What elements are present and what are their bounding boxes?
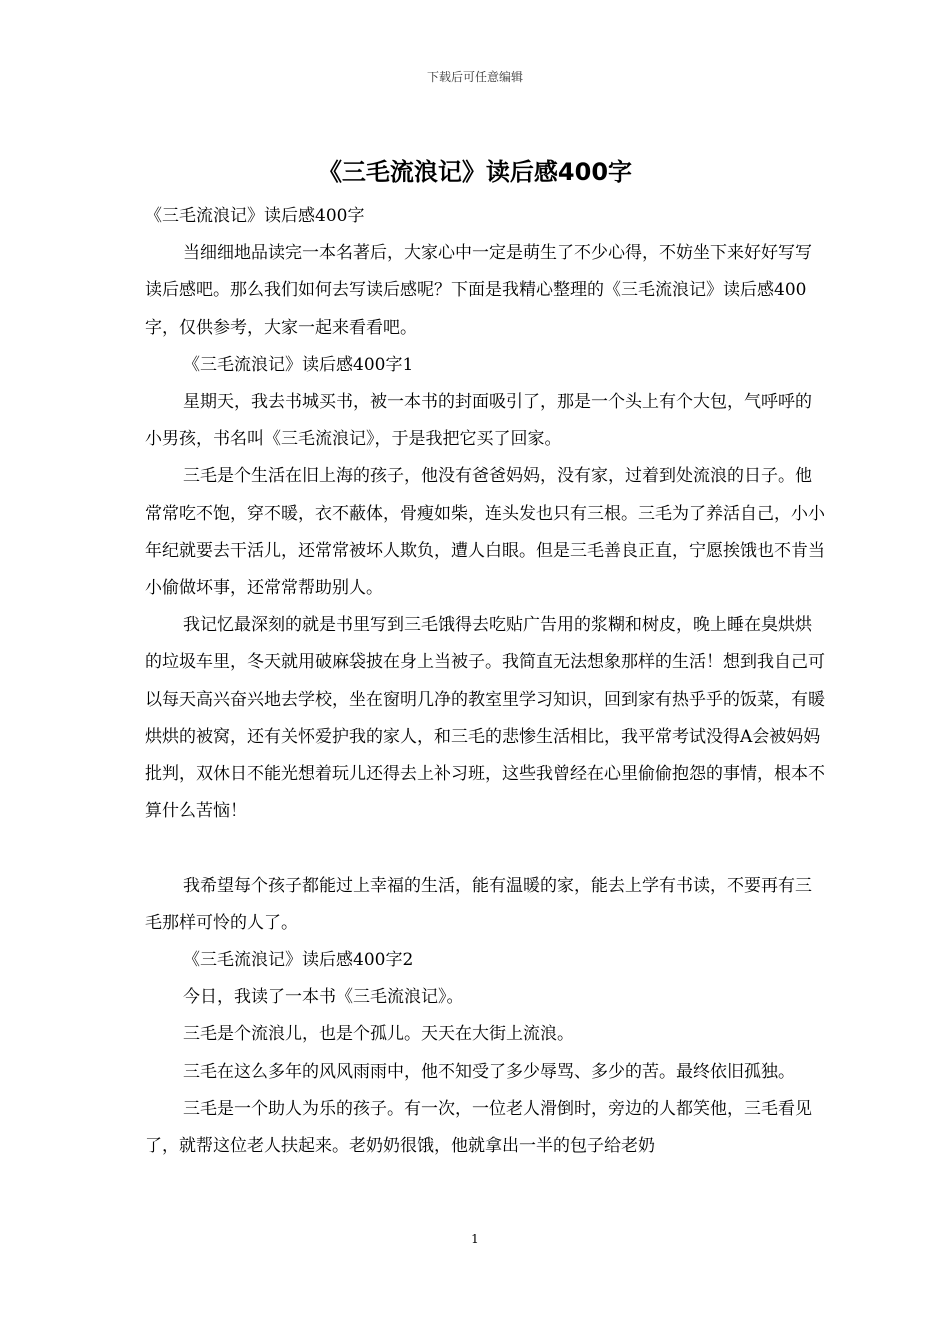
paragraph: 《三毛流浪记》读后感400字2	[183, 950, 414, 971]
body-text	[145, 198, 825, 1165]
header-note: 下载后可任意编辑	[426, 70, 523, 84]
paragraph: 星期天，我去书城买书，被一本书的封面吸引了，那是一个头上有个大包，气呼呼的小男孩，书名叫《三毛流浪记》，于是我把它买了回家。	[145, 392, 812, 450]
page-title: 《三毛流浪记》读后感400字	[317, 158, 633, 186]
paragraph: 我记忆最深刻的就是书里写到三毛饿得去吃贴广告用的浆糊和树皮，晚上睡在臭烘烘的垃圾车里，冬天就用破麻袋披在身上当被子。我简直无法想象那样的生活！想到我自己可以每天高兴奋兴地去学校，坐在窗明几净的教室里学习知识，回到家有热乎乎的饭菜，有暖烘烘的被窝，还有关怀爱护我的家人，和三毛的悲惨生活相比，我平常考试没得A会被妈妈批判，双休日不能光想着玩儿还得去上补习班，这些我曾经在心里偷偷抱怨的事情，根本不算什么苦恼！	[145, 615, 825, 822]
paragraph: 三毛是个生活在旧上海的孩子，他没有爸爸妈妈，没有家，过着到处流浪的日子。他常常吃不饱，穿不暖，衣不蔽体，骨瘦如柴，连头发也只有三根。三毛为了养活自己，小小年纪就要去干活儿，还常常被坏人欺负，遭人白眼。但是三毛善良正直，宁愿挨饿也不肯当小偷做坏事，还常常帮助别人。	[145, 466, 825, 599]
page-number: 1	[471, 1232, 479, 1246]
paragraph: 三毛在这么多年的风风雨雨中，他不知受了多少辱骂、多少的苦。最终依旧孤独。	[183, 1061, 795, 1082]
paragraph: 三毛是一个助人为乐的孩子。有一次，一位老人滑倒时，旁边的人都笑他，三毛看见了，就帮这位老人扶起来。老奶奶很饿，他就拿出一半的包子给老奶	[145, 1098, 812, 1157]
paragraph: 《三毛流浪记》读后感400字1	[183, 354, 414, 375]
paragraph: 我希望每个孩子都能过上幸福的生活，能有温暖的家，能去上学有书读，不要再有三毛那样可怜的人了。	[145, 875, 812, 933]
paragraph: 《三毛流浪记》读后感400字	[145, 206, 365, 226]
paragraph: 当细细地品读完一本名著后，大家心中一定是萌生了不少心得，不妨坐下来好好写写读后感吧。那么我们如何去写读后感呢？下面是我精心整理的《三毛流浪记》读后感400字，仅供参考，大家一起来看看吧。	[145, 243, 812, 338]
blank-line	[145, 830, 825, 867]
paragraph: 今日，我读了一本书《三毛流浪记》。	[183, 987, 464, 1008]
paragraph: 三毛是个流浪儿，也是个孤儿。天天在大街上流浪。	[183, 1024, 574, 1045]
